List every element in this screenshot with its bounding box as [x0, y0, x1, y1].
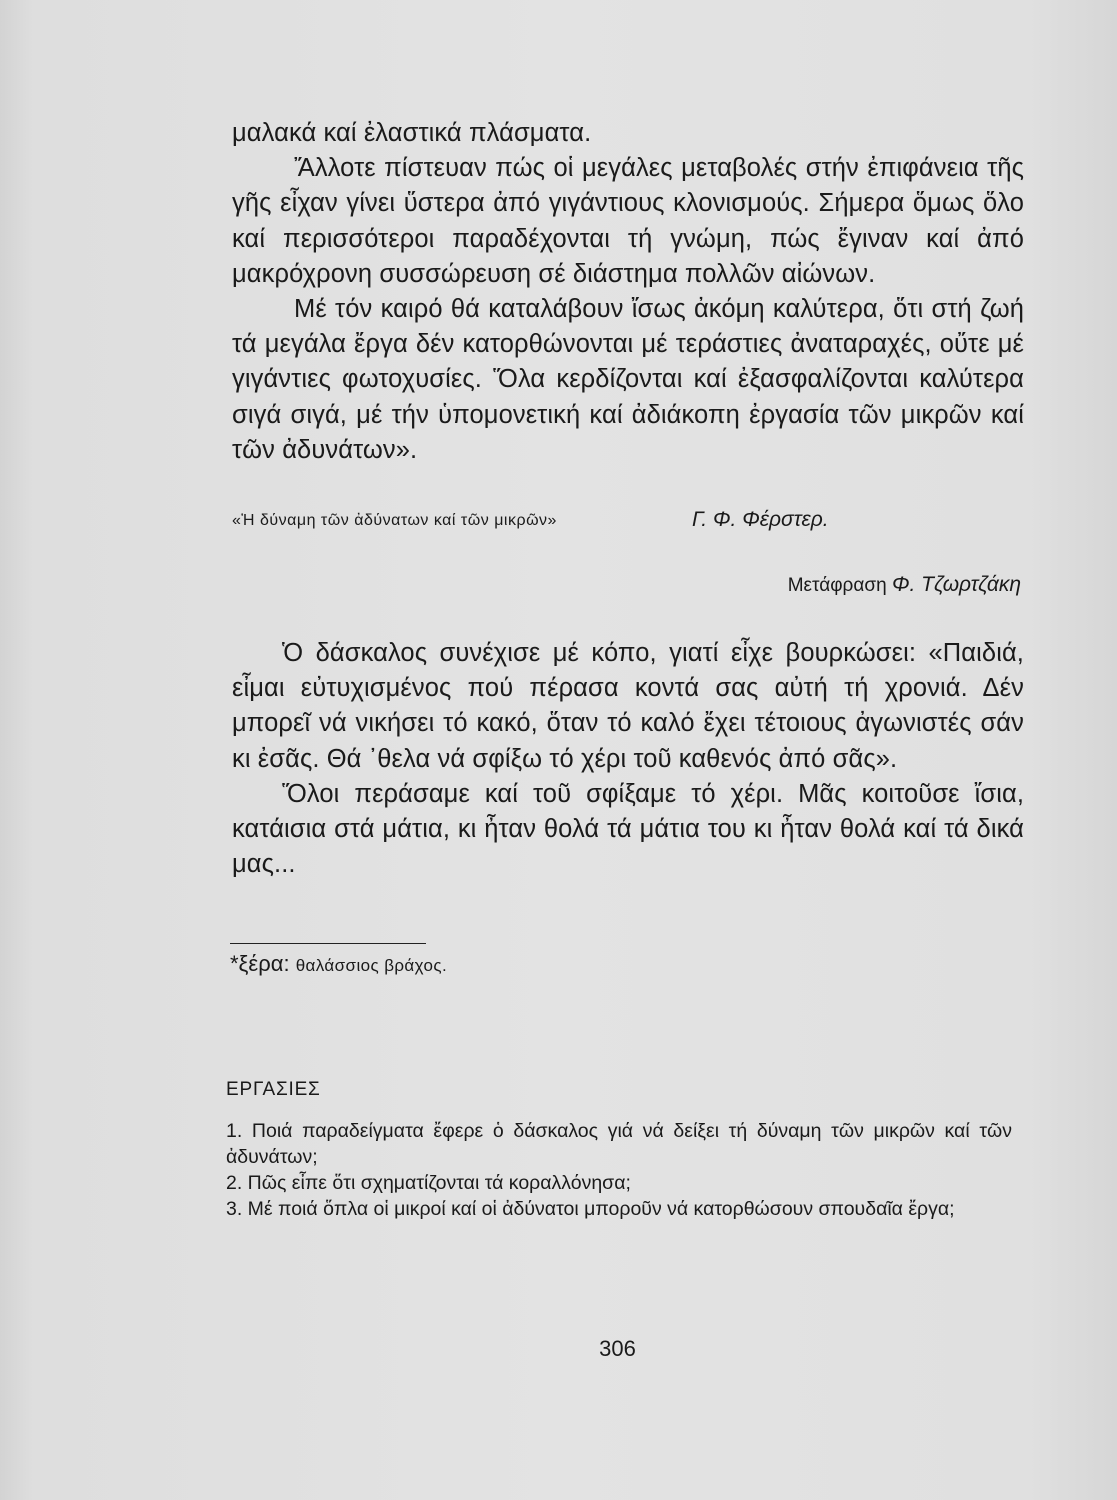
footnote-divider — [230, 943, 426, 944]
paragraph-handshake: Ὅλοι περάσαμε καί τοῦ σφίξαμε τό χέρι. Μᾶς κοιτοῦσε ἴσια, κατάισια στά μάτια, κι ἦταν θολά τά μάτια του κι ἦταν θολά καί τά δικά μας... — [232, 779, 1024, 879]
exercises-heading: ΕΡΓΑΣΙΕΣ — [226, 1079, 321, 1100]
source-title: «Ἡ δύναμη τῶν ἀδύνατων καί τῶν μικρῶν» — [232, 512, 557, 529]
paragraph-teacher-speech: Ὁ δάσκαλος συνέχισε μέ κόπο, γιατί εἶχε βουρκώσει: «Παιδιά, εἶμαι εὐτυχισμένος πού πέρασα κοντά σας αὐτή τή χρονιά. Δέν μπορεῖ νά νικήσει τό κακό, ὅταν τό καλό ἔχει τέτοιους ἀγωνιστές σάν κι ἐσᾶς. Θά ᾽θελα νά σφίξω τό χέρι τοῦ καθενός ἀπό σᾶς». — [232, 639, 1024, 773]
footnote — [230, 951, 447, 977]
exercise-item: 2. Πῶς εἶπε ὅτι σχηματίζονται τά κοραλλόνησα; — [226, 1172, 631, 1194]
paragraph-geology: Ἄλλοτε πίστευαν πώς οἱ μεγάλες μεταβολές στήν ἐπιφάνεια τῆς γῆς εἶχαν γίνει ὕστερα ἀπό γιγάντιους κλονισμούς. Σήμερα ὅμως ὅλο καί περισσότεροι παραδέχονται τή γνώμη, πώς ἔγιναν καί ἀπό μακρόχρονη συσσώρευση σέ διάστημα πολλῶν αἰώνων. — [232, 154, 1024, 288]
exercises-list — [226, 1118, 1012, 1222]
paragraph-continuation: μαλακά καί ἐλαστικά πλάσματα. — [232, 119, 592, 147]
translation-credit — [788, 573, 1021, 597]
closing-text — [232, 636, 1024, 882]
main-text — [232, 116, 1024, 468]
translator-name: Φ. Τζωρτζάκη — [891, 573, 1021, 596]
translation-label: Μετάφραση — [787, 575, 887, 596]
footnote-term: *ξέρα: — [230, 951, 290, 976]
exercise-item: 1. Ποιά παραδείγματα ἔφερε ὁ δάσκαλος γιά νά δείξει τή δύναμη τῶν μικρῶν καί τῶν ἀδυνάτων; — [226, 1120, 1012, 1168]
page-number: 306 — [599, 1336, 636, 1361]
footnote-gloss: θαλάσσιος βράχος. — [295, 956, 448, 975]
exercise-item: 3. Μέ ποιά ὅπλα οἱ μικροί καί οἱ ἀδύνατοι μποροῦν νά κατορθώσουν σπουδαῖα ἔργα; — [226, 1198, 955, 1220]
source-citation — [232, 508, 1024, 538]
source-author: Γ. Φ. Φέρστερ. — [692, 508, 829, 531]
paragraph-moral: Μέ τόν καιρό θά καταλάβουν ἴσως ἀκόμη καλύτερα, ὅτι στή ζωή τά μεγάλα ἔργα δέν κατορθώνονται μέ τεράστιες ἀναταραχές, οὔτε μέ γιγάντιες φωτοχυσίες. Ὅλα κερδίζονται καί ἐξασφαλίζονται καλύτερα σιγά σιγά, μέ τήν ὑπομονετική καί ἀδιάκοπη ἐργασία τῶν μικρῶν καί τῶν ἀδυνάτων». — [232, 295, 1024, 464]
